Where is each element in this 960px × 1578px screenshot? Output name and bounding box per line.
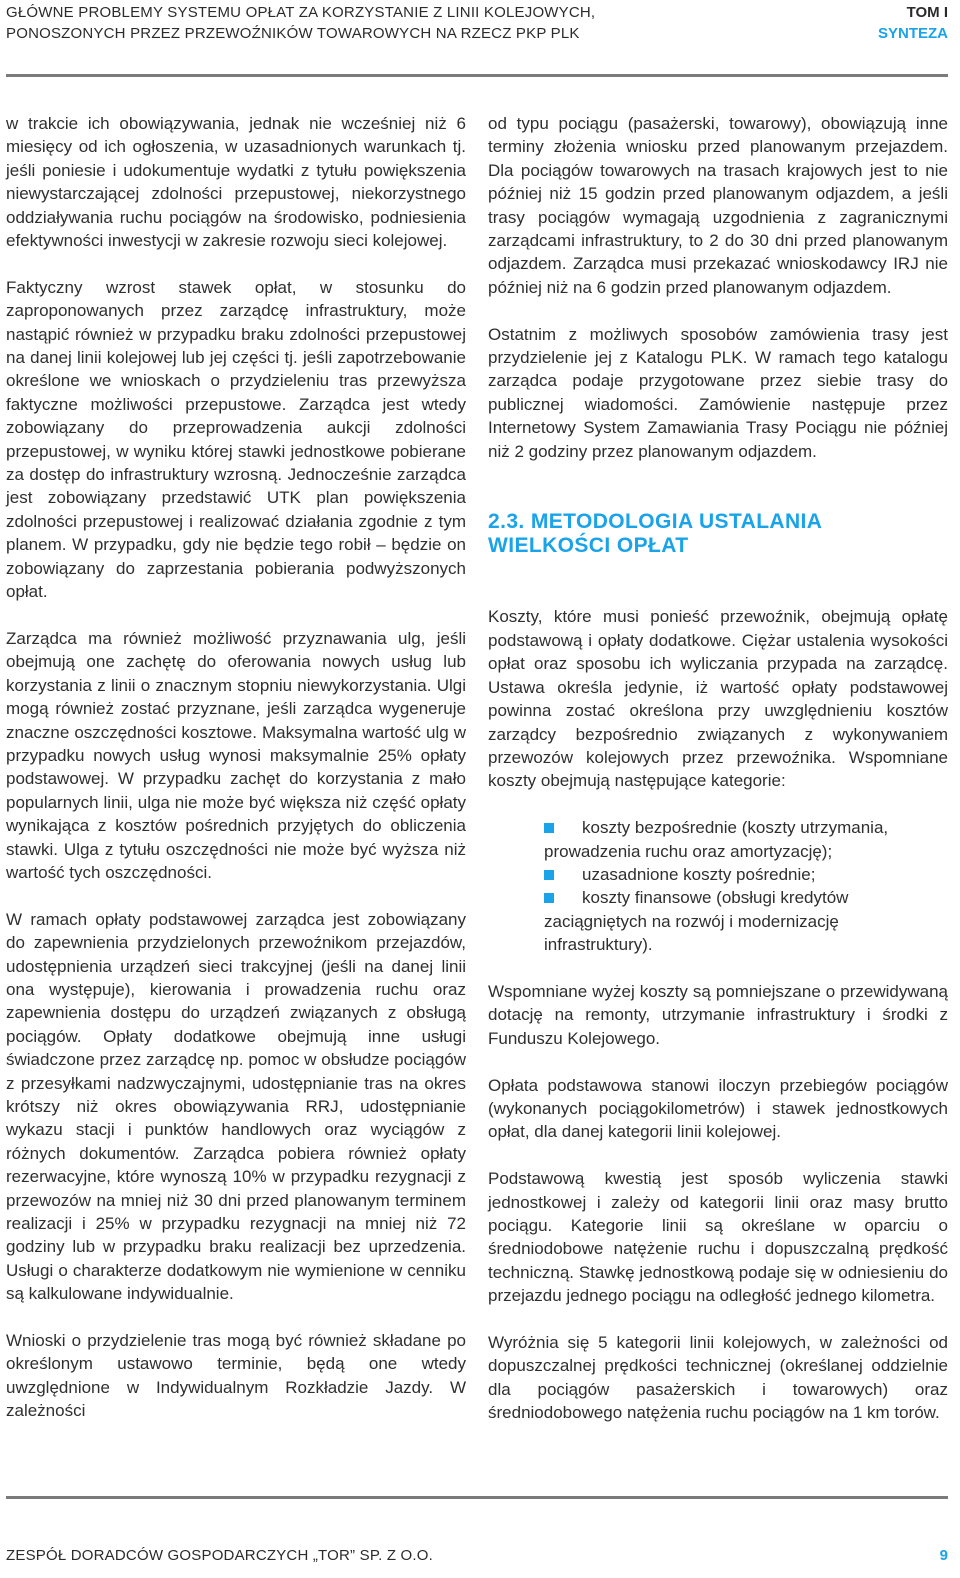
- cost-category-list: [488, 816, 948, 956]
- section-heading: [488, 486, 948, 558]
- paragraph: Wspomniane wyżej koszty są pomniejszane o przewidywaną dotację na remonty, utrzymanie infrastruktury i środki z Funduszu Kolejowego.: [488, 981, 948, 1048]
- paragraph: Wnioski o przydzielenie tras mogą być również składane po określonym ustawowo terminie, będą one wtedy uwzględnione w Indywidualnym Rozkładzie Jazdy. W zależności: [6, 1331, 466, 1421]
- paragraph: Podstawową kwestią jest sposób wyliczenia stawki jednostkowej i zależy od kategorii linii oraz masy brutto pociągu. Kategorie linii są określane w oparciu o średniodobowe natężenie ruchu i dopuszczalną prędkość techniczną. Stawkę jednostkową podaje się w odniesieniu do przejazdu jednego pociągu na odległość jednego kilometra.: [488, 1169, 948, 1306]
- paragraph: Koszty, które musi ponieść przewoźnik, obejmują opłatę podstawową i opłaty dodatkowe. Ciężar ustalenia wysokości opłat oraz sposobu ich wyliczania przypada na zarządcę. Ustawa określa jedynie, iż wartość opłaty podstawowej powinna zostać określona przy uwzględnieniu kosztów zarządcy bezpośrednio związanych z wykonywaniem przewozów kolejowych przez przewoźnika. Wspomniane koszty obejmują następujące kategorie:: [488, 607, 948, 791]
- list-item: [488, 886, 948, 956]
- list-item: [488, 863, 948, 886]
- footer-divider: [6, 1496, 948, 1499]
- paragraph: Faktyczny wzrost stawek opłat, w stosunku do zaproponowanych przez zarządcę infrastruktury, może nastąpić również w przypadku braku zdolności przepustowej na danej linii kolejowej lub jej części tj. jeśli zapotrzebowanie określone we wnioskach o przydzieleniu tras przewyższa faktyczne możliwości przepustowe. Zarządca jest wtedy zobowiązany do przeprowadzenia aukcji zdolności przepustowej, w wyniku której stawki jednostkowe pobierane za dostęp do infrastruktury wzrosną. Jednocześnie zarządca jest zobowiązany przedstawić UTK plan powiększenia zdolności przepustowej i realizować działania zgodnie z tym planem. W przypadku, gdy nie będzie tego robił – będzie on zobowiązany do zaprzestania pobierania podwyższonych opłat.: [6, 277, 466, 602]
- paragraph: Zarządca ma również możliwość przyznawania ulg, jeśli obejmują one zachętę do oferowania nowych usług lub korzystania z linii o znacznym stopniu niewykorzystania. Ulgi mogą również zostać przyznane, jeśli zarządca wygeneruje znaczne oszczędności kosztowe. Maksymalna wartość ulg w przypadku nowych usług wynosi maksymalnie 25% opłaty podstawowej. W przypadku zachęt do korzystania z mało popularnych linii, ulga nie może być większa niż część opłaty wynikająca z kosztów pośrednich przyjętych do obliczenia stawki. Ulga z tytułu oszczędności nie może być wyższa niż wartość tych oszczędności.: [6, 628, 466, 882]
- footer-organization: ZESPÓŁ DORADCÓW GOSPODARCZYCH „TOR” SP. Z O.O.: [6, 1547, 434, 1564]
- right-column: [488, 112, 948, 1448]
- document-title-line1: GŁÓWNE PROBLEMY SYSTEMU OPŁAT ZA KORZYSTANIE Z LINII KOLEJOWYCH,: [6, 4, 596, 21]
- bullet-square-icon: [544, 893, 554, 903]
- list-item-text: koszty bezpośrednie (koszty utrzymania, prowadzenia ruchu oraz amortyzację);: [544, 818, 889, 861]
- bullet-square-icon: [544, 870, 554, 880]
- left-column: [6, 112, 466, 1446]
- page-header: [6, 2, 948, 48]
- document-title-line2: PONOSZONYCH PRZEZ PRZEWOŹNIKÓW TOWAROWYCH NA RZECZ PKP PLK: [6, 25, 580, 42]
- list-item: [488, 816, 948, 863]
- volume-subtitle: SYNTEZA: [877, 25, 948, 42]
- paragraph: od typu pociągu (pasażerski, towarowy), obowiązują inne terminy złożenia wniosku przed planowanym przejazdem. Dla pociągów towarowych na trasach krajowych jest to nie później niż 15 godzin przed planowanym odjazdem, a jeśli trasy pociągów wymagają uzgodnienia z zagranicznymi zarządcami infrastruktury, to 2 do 30 dni przed planowanym odjazdem. Zarządca musi przekazać wnioskodawcy IRJ nie później niż na 6 godzin przed planowanym odjazdem.: [488, 114, 948, 297]
- paragraph: W ramach opłaty podstawowej zarządca jest zobowiązany do zapewnienia przydzielonych przewoźnikom przejazdów, udostępnienia urządzeń sieci trakcyjnej (jeśli na danej linii ona występuje), kierowania i prowadzenia ruchu oraz zapewnienia dostępu do urządzeń związanych z obsługą pociągów. Opłaty dodatkowe obejmują inne usługi świadczone przez zarządcę np. pomoc w obsłudze pociągów z przesyłkami nadzwyczajnymi, udostępnianie tras na okres krótszy niż okres obowiązywania RRJ, udostępnianie wykazu stacji i punktów handlowych oraz wyciągów z różnych dokumentów. Zarządca pobiera również opłaty rezerwacyjne, które wynoszą 10% w przypadku rezygnacji z przewozów na mniej niż 30 dni przed planowanym terminem realizacji i 25% w przypadku rezygnacji na mniej niż 72 godziny lub w przypadku braku realizacji bez uprzedzenia. Usługi o charakterze dodatkowym nie wymienione w cenniku są kalkulowane indywidualnie.: [6, 909, 466, 1304]
- document-title: [6, 2, 686, 44]
- bullet-square-icon: [544, 823, 554, 833]
- page-number: 9: [939, 1547, 948, 1564]
- header-divider: [6, 74, 948, 77]
- volume-number: TOM I: [906, 4, 948, 21]
- section-heading-line2: WIELKOŚCI OPŁAT: [488, 534, 689, 558]
- paragraph: w trakcie ich obowiązywania, jednak nie wcześniej niż 6 miesięcy od ich ogłoszenia, w uzasadnionych warunkach tj. jeśli poniesie i udokumentuje wydatki z tytułu powiększenia niewystarczającej zdolności przepustowej, niekorzystnego oddziaływania ruchu pociągów na środowisko, podniesienia efektywności inwestycji w zakresie rozwoju sieci kolejowej.: [6, 114, 466, 251]
- paragraph: Ostatnim z możliwych sposobów zamówienia trasy jest przydzielenie jej z Katalogu PLK. W ramach tego katalogu zarządca podaje przygotowane przez siebie trasy do publicznej wiadomości. Zamówienie następuje przez Internetowy System Zamawiania Trasy Pociągu nie później niż 2 godziny przez planowanym odjazdem.: [488, 324, 948, 461]
- section-heading-line1: 2.3. METODOLOGIA USTALANIA: [488, 510, 823, 534]
- paragraph: Wyróżnia się 5 kategorii linii kolejowych, w zależności od dopuszczalnej prędkości technicznej (określanej oddzielnie dla pociągów pasażerskich i towarowych) oraz średniodobowego natężenia ruchu pociągów na 1 km torów.: [488, 1332, 948, 1423]
- list-item-text: uzasadnione koszty pośrednie;: [582, 864, 816, 884]
- list-item-text: koszty finansowe (obsługi kredytów zaciągniętych na rozwój i modernizację infrastruktury).: [544, 888, 849, 955]
- volume-label: [878, 2, 948, 44]
- paragraph: Opłata podstawowa stanowi iloczyn przebiegów pociągów (wykonanych pociągokilometrów) i stawek jednostkowych opłat, dla danej kategorii linii kolejowej.: [488, 1075, 948, 1142]
